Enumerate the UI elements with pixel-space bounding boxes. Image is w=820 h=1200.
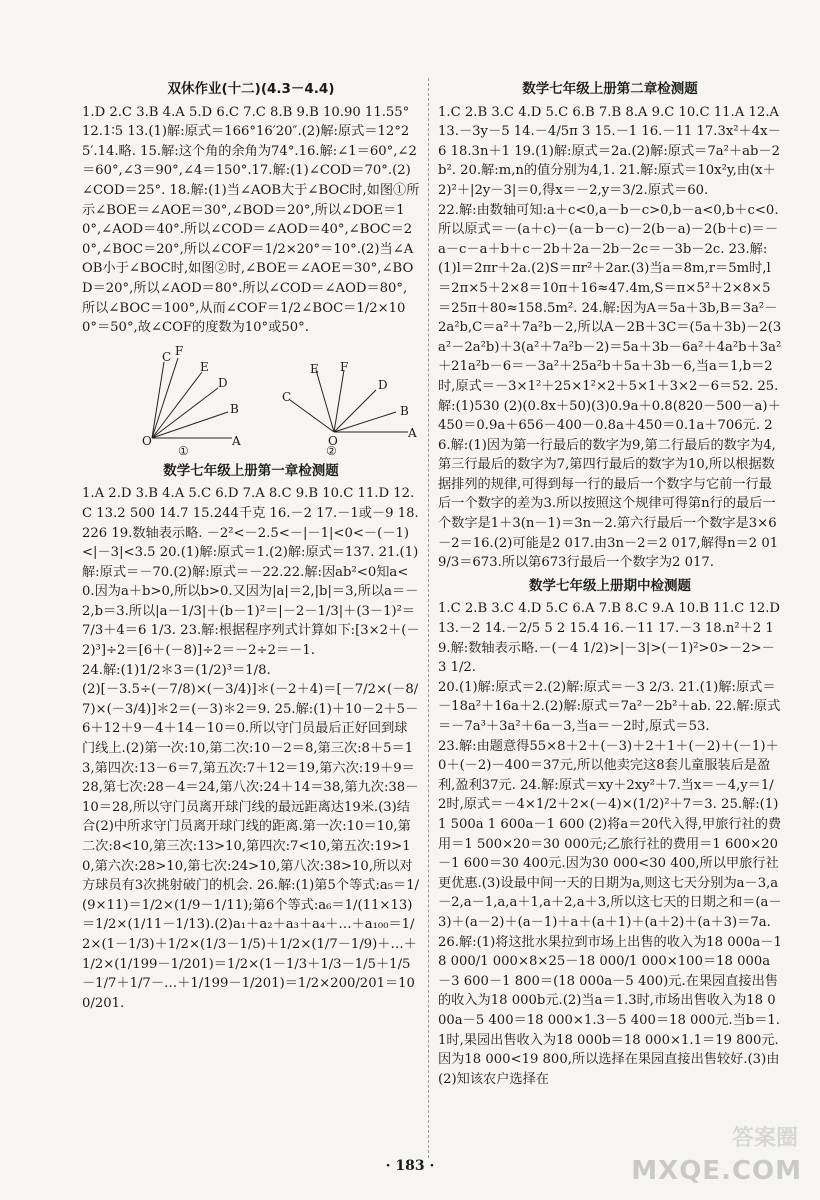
section-title-chapter-2-test: 数学七年级上册第二章检测题	[522, 81, 698, 97]
fig1-label-e: E	[200, 359, 209, 374]
fig2-label-f: F	[340, 359, 349, 374]
fig1-label-a: A	[232, 433, 241, 448]
weekend-homework-answers: 1.D 2.C 3.B 4.A 5.D 6.C 7.C 8.B 9.B 10.90 11.55° 12.1∶5 13.(1)解:原式＝166°16′20″.(2)解:原式＝12°25′.14.略. 15.解:这个角的余角为74°.16.解:∠1＝60°,∠2＝60°,∠3＝90°,∠4＝150°.17.解:(1)∠COD＝70°.(2)∠COD＝25°. 18.解:(1)当∠AOB大于∠BOC时,如图①所示∠BOE＝∠AOE＝30°,∠BOD＝20°,所以∠DOE＝10°,∠AOD＝40°.所以∠COD＝∠AOD＝40°,∠BOC＝20°,∠BOC＝20°,所以∠COF＝1/2×20°＝10°.(2)当∠AOB小于∠BOC时,如图②时,∠BOE＝∠AOE＝30°,∠BOD＝20°,所以∠AOD＝80°.所以∠COD＝∠AOD＝80°,所以∠BOC＝100°,从而∠COF＝1/2∠BOC＝1/2×100°＝50°,故∠COF的度数为10°或50°.	[82, 104, 420, 336]
fig1-label-b: B	[230, 401, 239, 416]
fig2-caption: ②	[326, 443, 337, 458]
right-column	[438, 78, 782, 1089]
fig1-label-d: D	[218, 375, 228, 390]
chapter-2-answers-part-2: 22.解:由数轴可知:a＋c<0,a－b－c>0,b－a<0,b＋c<0.所以原式＝－(a＋c)－(a－b－c)－2(b－a)－2(b＋c)＝－a－c－a＋b＋c－2b＋2a－2b－2c＝－3b－2c. 23.解:(1)l＝2πr＋2a.(2)S＝πr²＋2ar.(3)当a＝8m,r＝5m时,l＝2π×5＋2×8＝10π＋16≈47.4m,S＝π×5²＋2×8×5＝25π＋80≈158.5m². 24.解:因为A＝5a＋3b,B＝3a²－2a²b,C＝a²＋7a²b－2,所以A－2B＋3C＝(5a＋3b)－2(3a²－2a²b)＋3(a²＋7a²b－2)＝5a＋3b－6a²＋4a²b＋3a²＋21a²b－6＝－3a²＋25a²b＋5a＋3b－6,当a＝1,b＝2时,原式＝－3×1²＋25×1²×2＋5×1＋3×2－6＝52. 25.解:(1)530 (2)(0.8x＋50)(3)0.9a＋0.8(820－500－a)＋450＝0.9a＋656－400－0.8a＋450＝0.1a＋706元. 26.解:(1)因为第一行最后的数字为9,第二行最后的数字为4,第三行最后的数字为7,第四行最后的数字为10,所以根据数据排列的规律,可得到每一行的最后一个数字与它前一行最后一个数字的差为3.所以按照这个规律可得第n行的最后一个数字是1＋3(n－1)＝3n－2.第六行最后一个数字是3×6－2＝16.(2)可能是2 017.由3n－2＝2 017,解得n＝2 019/3＝673.所以第673行最后一个数字为2 017.	[438, 202, 782, 571]
fig2-label-c: C	[282, 389, 292, 404]
section-title-chapter-1-test: 数学七年级上册第一章检测题	[163, 462, 339, 479]
chapter-1-answers-part-1: 1.A 2.D 3.B 4.A 5.C 6.D 7.A 8.C 9.B 10.C 11.D 12.C 13.2 500 14.7 15.244千克 16.－2 17.－1或－9 18.226 19.数轴表示略. －2²<－2.5<－|－1|<0<－(－1)<|－3|<3.5 20.(1)解:原式＝1.(2)解:原式＝137. 21.(1)解:原式＝－70.(2)解:原式＝－22.22.解:因ab²<0知a<0.因为a＋b>0,所以b>0.又因为|a|＝2,|b|＝3,所以a＝－2,b＝3.所以|a－1/3|＋(b－1)²＝|－2－1/3|＋(3－1)²＝7/3＋4＝6 1/3. 23.解:根据程序列式计算如下:[3×2＋(－2)³]÷2＝[6＋(－8)]÷2＝－2÷2＝－1.	[82, 486, 420, 659]
fig1-label-o: O	[142, 433, 152, 448]
column-divider	[428, 78, 429, 1158]
section-title-midterm-test: 数学七年级上册期中检测题	[529, 577, 691, 594]
fig1-label-c: C	[162, 349, 172, 364]
fig2-label-e: E	[310, 361, 319, 376]
watermark-text: MXQE.COM	[631, 1156, 802, 1186]
fig2-label-o: O	[328, 433, 338, 448]
fig2-label-a: A	[408, 425, 417, 440]
left-column	[82, 78, 420, 1013]
chapter-1-answers-part-2: 24.解:(1)1/2＊3＝(1/2)³＝1/8.	[82, 662, 271, 678]
angle-figures	[82, 340, 420, 458]
midterm-answers-part-2: 20.(1)解:原式＝2.(2)解:原式＝－3 2/3. 21.(1)解:原式＝－18a²＋16a＋2.(2)解:原式＝7a²－2b²＋ab. 22.解:原式＝－7a³＋3a²＋6a－3,当a＝－2时,原式＝53.	[438, 679, 781, 734]
chapter-1-answers-part-3: (2)[－3.5÷(－7/8)×(－3/4)]＊(－2＋4)＝[－7/2×(－8/7)×(－3/4)]＊2＝(－3)＊2＝9. 25.解:(1)＋10－2＋5－6＋12＋9－4＋14－10＝0.所以守门员最后正好回到球门线上.(2)第一次:10,第二次:10－2＝8,第三次:8＋5＝13,第四次:13－6＝7,第五次:7＋12＝19,第六次:19＋9＝28,第七次:28－4＝24,第八次:24＋14＝38,第九次:38－10＝28,所以守门员离开球门线的最远距离达19米.(3)结合(2)中所求守门员离开球门线的距离.第一次:10＝10,第二次:8<10,第三次:13>10,第四次:7<10,第五次:19>10,第六次:28>10,第七次:24>10,第八次:38>10,所以对方球员有3次挑射破门的机会. 26.解:(1)第5个等式:a₅＝1/(9×11)＝1/2×(1/9－1/11);第6个等式:a₆＝1/(11×13)＝1/2×(1/11－1/13).(2)a₁＋a₂＋a₃＋a₄＋…＋a₁₀₀＝1/2×(1－1/3)＋1/2×(1/3－1/5)＋1/2×(1/7－1/9)＋…＋1/2×(1/199－1/201)＝1/2×(1－1/3＋1/3－1/5＋1/5－1/7＋1/7－…＋1/199－1/201)＝1/2×200/201＝100/201.	[82, 682, 420, 1011]
fig2-label-d: D	[378, 377, 388, 392]
watermark-logo: 答案圈	[731, 1126, 798, 1151]
fig2-label-b: B	[400, 403, 409, 418]
chapter-2-answers-part-1: 1.C 2.B 3.C 4.D 5.C 6.B 7.B 8.A 9.C 10.C 11.A 12.A 13.－3y－5 14.－4/5π 3 15.－1 16.－11 17.3x²＋4x－6 18.3n＋1 19.(1)解:原式＝2a.(2)解:原式＝7a²＋ab－2b². 20.解:m,n的值分别为4,1. 21.解:原式＝10x²y,由(x＋2)²＋|2y－3|＝0,得x＝－2,y＝3/2.原式＝60.	[438, 104, 781, 198]
midterm-answers-part-1: 1.C 2.B 3.C 4.D 5.C 6.A 7.B 8.C 9.A 10.B 11.C 12.D 13.－2 14.－2/5 5 2 15.4 16.－11 17.－3 18.n²＋2 19.解:数轴表示略.－(－4 1/2)>|－3|>(－1)²>0>－2>－3 1/2.	[438, 601, 780, 676]
fig1-label-f: F	[175, 343, 184, 358]
page-number: · 183 ·	[385, 1158, 435, 1174]
section-title-weekend-homework: 双休作业(十二)(4.3－4.4)	[167, 81, 335, 97]
fig1-caption: ①	[178, 443, 189, 458]
midterm-answers-part-3: 23.解:由题意得55×8＋2＋(－3)＋2＋1＋(－2)＋(－1)＋0＋(－2)－400＝37元,所以他卖完这8套儿童服装后是盈利,盈利37元. 24.解:原式＝xy＋2xy²＋7.当x＝－4,y＝1/2时,原式＝－4×1/2＋2×(－4)×(1/2)²＋7＝3. 25.解:(1)1 500a 1 600a－1 600 (2)将a＝20代入得,甲旅行社的费用＝1 500×20＝30 000元;乙旅行社的费用＝1 600×20－1 600＝30 400元.因为30 000<30 400,所以甲旅行社更优惠.(3)设最中间一天的日期为a,则这七天分别为a－3,a－2,a－1,a,a＋1,a＋2,a＋3,所以这七天的日期之和＝(a－3)＋(a－2)＋(a－1)＋a＋(a＋1)＋(a＋2)＋(a＋3)＝7a. 26.解:(1)将这批水果拉到市场上出售的收入为18 000a－18 000/1 000×8×25－18 000/1 000×100＝18 000a－3 600－1 800＝(18 000a－5 400)元.在果园直接出售的收入为18 000b元.(2)当a＝1.3时,市场出售收入为18 000a－5 400＝18 000×1.3－5 400＝18 000元.当b＝1.1时,果园出售收入为18 000b＝18 000×1.1＝19 800元.因为18 000<19 800,所以选择在果园直接出售较好.(3)由(2)知该农户选择在	[438, 738, 782, 1087]
